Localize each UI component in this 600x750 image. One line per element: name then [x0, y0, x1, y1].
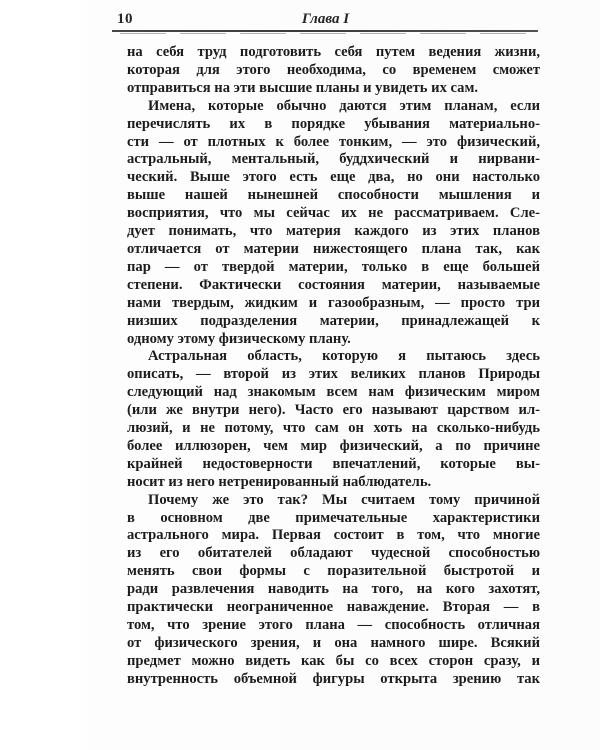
text-line: следующий над знакомым всем нам физическим миром: [127, 384, 540, 401]
text-line: от физического зрения, и она намного шире. Всякий: [127, 634, 540, 651]
text-line: менять свои формы с поразительной быстротой и: [127, 563, 540, 580]
text-line: низших подразделения материи, принадлежащей к: [127, 312, 540, 329]
body-text: [127, 44, 540, 689]
header-rule: [112, 30, 538, 32]
text-line: перечислять их в порядке убывания материально-: [127, 115, 540, 132]
text-line: выше нашей нынешней способности мышления и: [127, 187, 540, 204]
text-line: отличается от материи нижестоящего плана так, как: [127, 240, 540, 257]
text-line: Почему же это так? Мы считаем тому причиной: [148, 491, 540, 508]
text-line: отправиться на эти высшие планы и увидеть их сам.: [127, 79, 479, 96]
text-line: практически неограниченное наваждение. Вторая — в: [127, 599, 540, 616]
text-line: в основном две примечательные характеристики: [127, 509, 540, 526]
text-line: ческий. Выше этого есть еще два, но они настолько: [127, 169, 540, 186]
text-line: крайней недостоверности впечатлений, которые вы-: [127, 455, 540, 472]
text-line: носит из него нетренированный наблюдатель.: [127, 473, 432, 490]
text-line: внутренность объемной фигуры открыта зрению так: [127, 670, 540, 687]
text-line: более иллюзорен, чем мир физический, а по причине: [127, 437, 540, 454]
text-line: сти — от плотных к более тонким, — это физический,: [127, 133, 540, 150]
text-line: том, что зрение этого плана — способность отличная: [127, 617, 540, 633]
header-rule-shadow: [120, 33, 534, 34]
chapter-title: Глава I: [301, 11, 350, 27]
text-line: Имена, которые обычно даются этим планам, если: [148, 97, 540, 114]
text-line: астральный, ментальный, буддхический и нирвани-: [127, 151, 540, 168]
text-line: описать, — второй из этих великих планов Природы: [127, 366, 540, 383]
text-line: нами твердым, жидким и газообразным, — просто три: [127, 294, 540, 311]
page-number: 10: [117, 11, 133, 27]
text-line: Астральная область, которую я пытаюсь здесь: [148, 348, 540, 365]
text-line: астрального мира. Первая состоит в том, что многие: [127, 527, 540, 544]
text-line: люзий, и не потому, что сам он хоть на сколько-нибудь: [127, 420, 540, 437]
text-line: ради развлечения наводить на того, на кого захотят,: [127, 581, 540, 598]
text-line: которая для этого необходима, со временем сможет: [127, 61, 540, 78]
text-line: степени. Фактически состояния материи, называемые: [127, 276, 540, 293]
text-line: пар — от твердой материи, только в еще большей: [127, 258, 540, 275]
text-line: дует понимать, что материя каждого из этих планов: [127, 223, 540, 240]
text-line: из его обитателей обладают чудесной способностью: [127, 545, 540, 562]
text-line: предмет можно видеть как бы со всех сторон сразу, и: [127, 652, 540, 669]
text-line: одному этому физическому плану.: [127, 330, 351, 347]
text-line: восприятия, что мы сейчас их не рассматриваем. Сле-: [127, 205, 540, 222]
text-line: (или же внутри него). Часто его называют царством ил-: [127, 402, 540, 419]
text-line: на себя труд подготовить себя путем ведения жизни,: [127, 44, 540, 60]
